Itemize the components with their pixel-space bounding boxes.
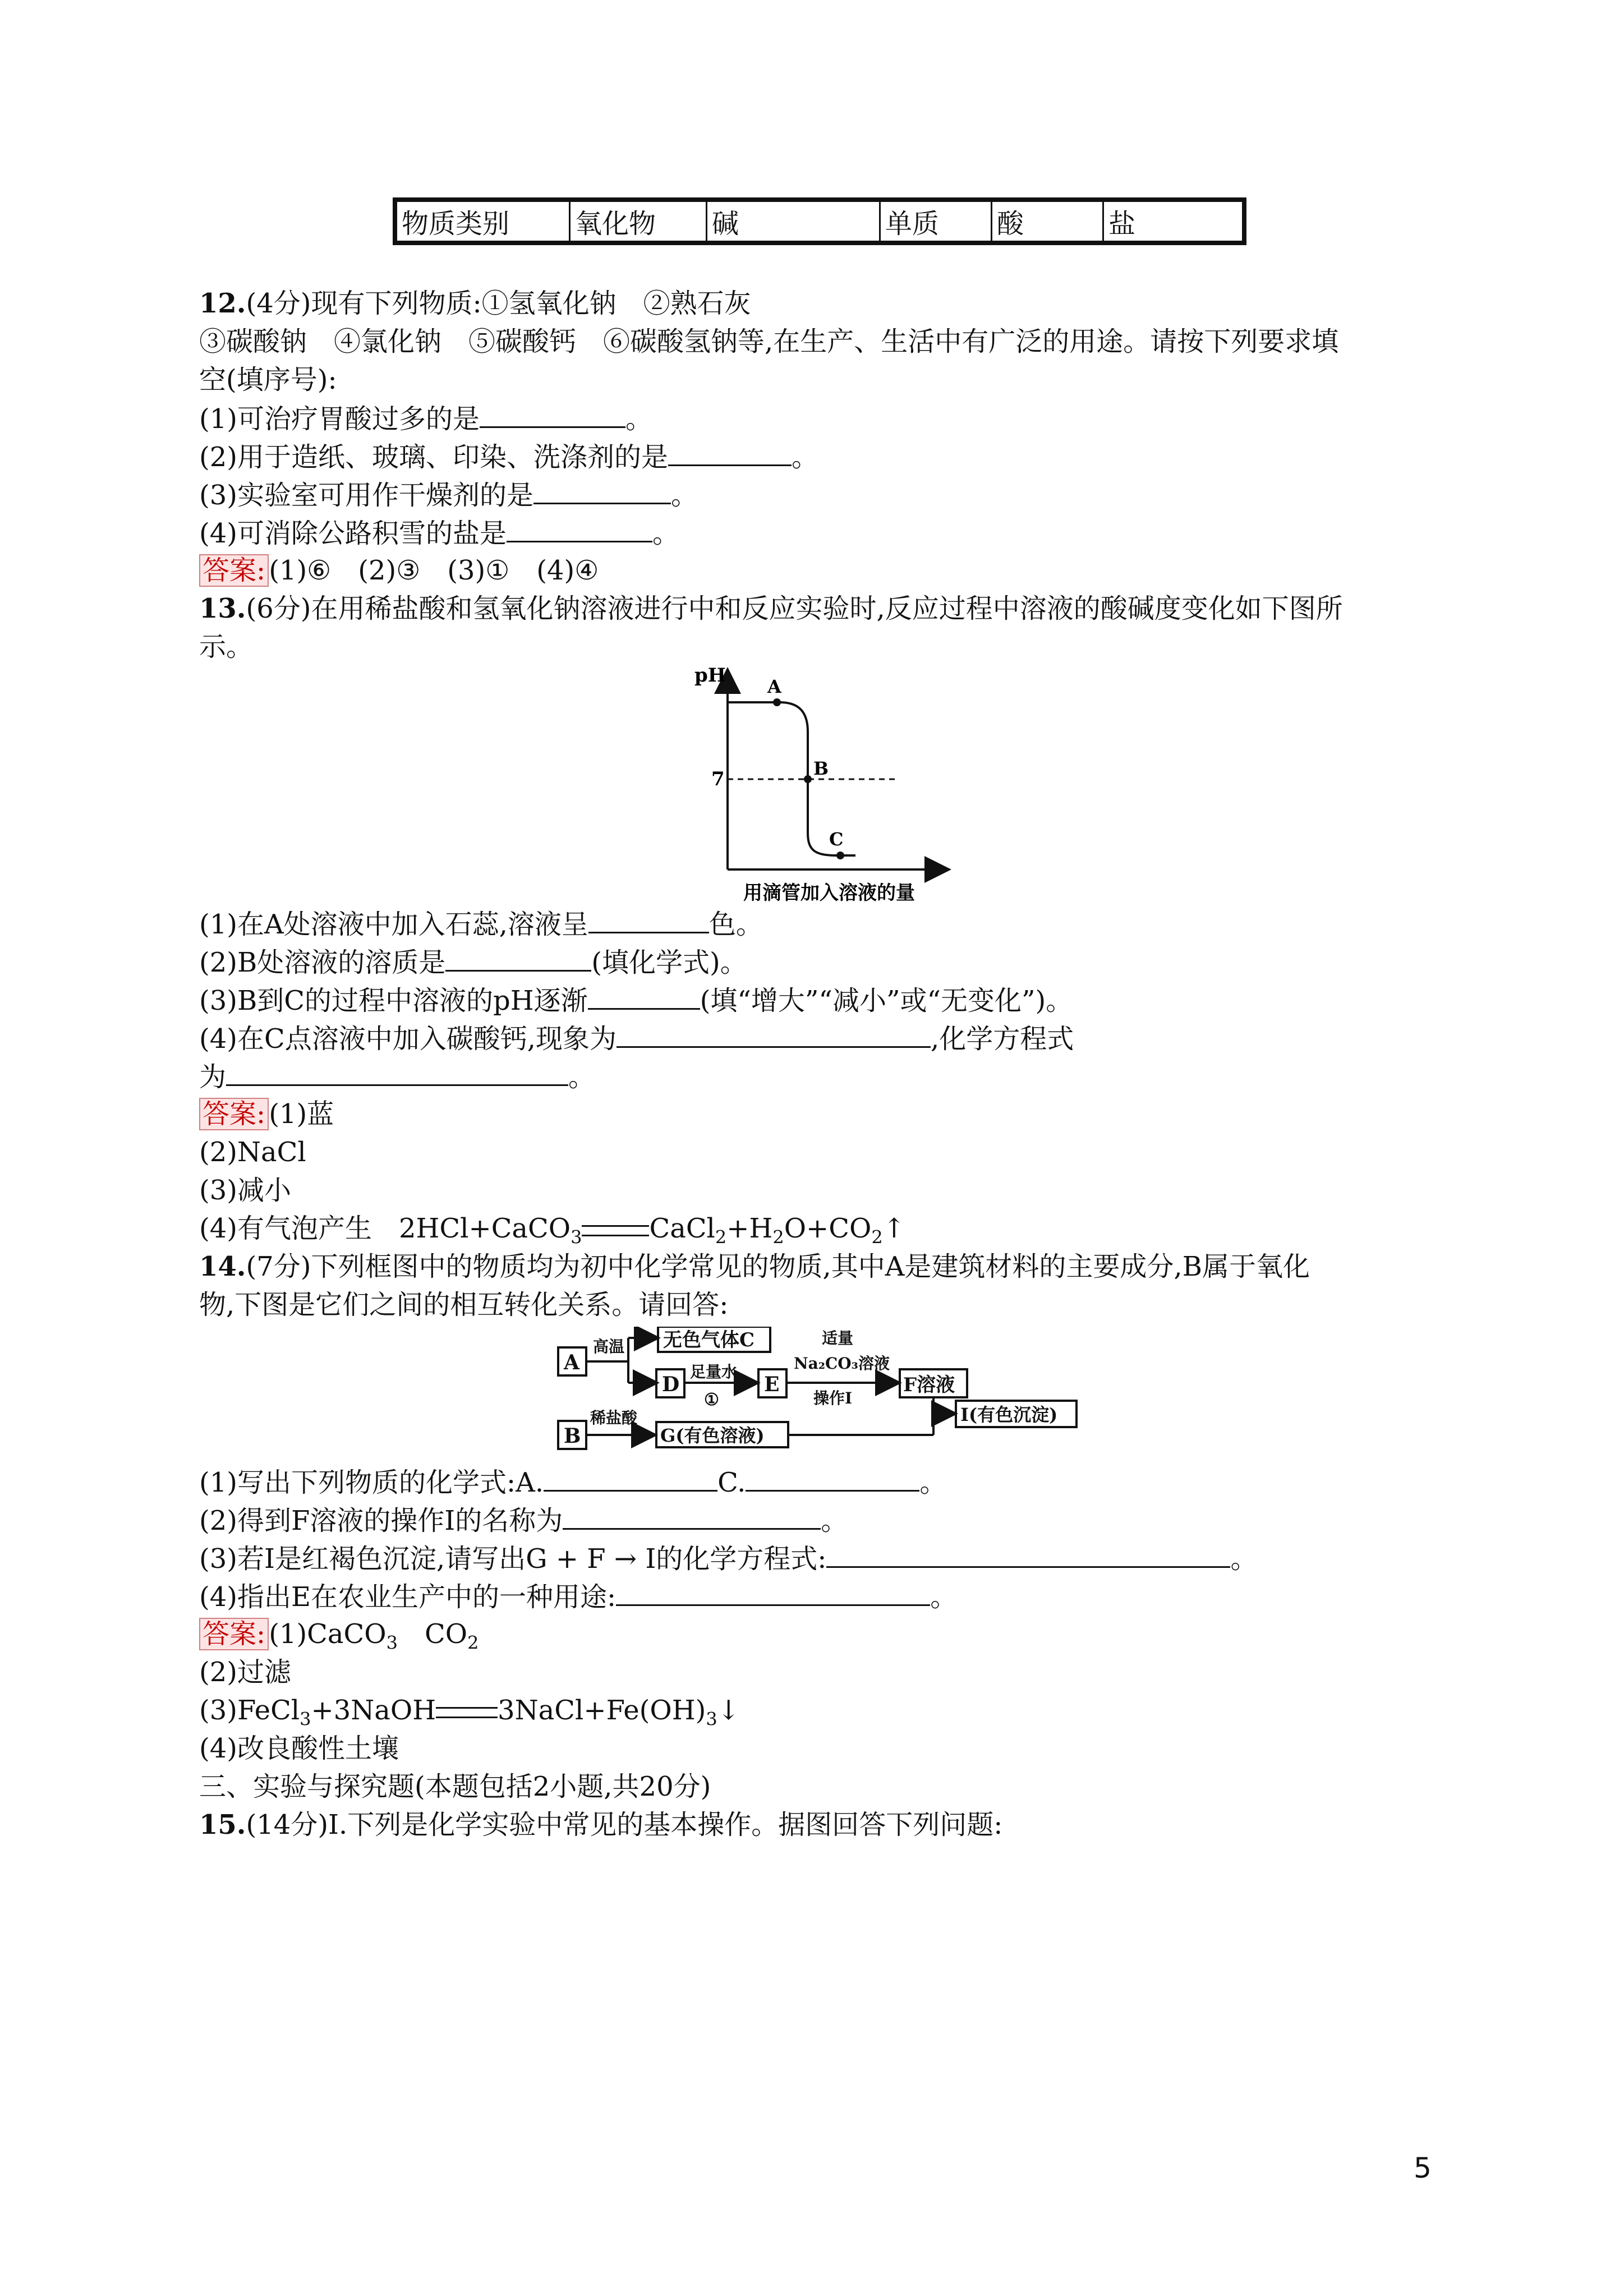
answer-blank[interactable] (226, 1059, 568, 1086)
q15-number: 15. (199, 1809, 246, 1841)
point-c (836, 852, 844, 859)
eq-sub: 2 (772, 1226, 784, 1248)
q14-item4 (199, 1579, 957, 1614)
q13-item1-end: 色。 (709, 909, 763, 940)
box-i-label: I(有色沉淀) (960, 1404, 1058, 1425)
box-g-label: G(有色溶液) (660, 1425, 765, 1446)
q12-item4-text: (4)可消除公路积雪的盐是 (199, 518, 507, 549)
gas-arrow-icon: ↑ (882, 1213, 905, 1244)
q14-answer1 (199, 1617, 479, 1660)
q14-item3 (199, 1540, 1257, 1576)
q14-item2-end: 。 (821, 1505, 848, 1536)
q12-item1-end: 。 (625, 403, 653, 435)
table-cell: 碱 (707, 200, 880, 243)
precipitate-arrow-icon: ↓ (717, 1695, 740, 1726)
point-b-label: B (813, 758, 829, 779)
answer-blank[interactable] (480, 401, 625, 428)
answer-blank[interactable] (588, 982, 700, 1010)
equals-sign (582, 1225, 649, 1236)
q14-item4-end: 。 (930, 1581, 958, 1613)
point-a-label: A (767, 676, 781, 697)
answer-blank[interactable] (668, 439, 792, 466)
box-d-label: D (662, 1373, 680, 1396)
answer-blank[interactable] (507, 515, 652, 542)
eq-sub: 3 (300, 1708, 311, 1730)
q13-number: 13. (199, 593, 246, 624)
q12-item3 (199, 477, 698, 513)
q12-item1-text: (1)可治疗胃酸过多的是 (199, 403, 480, 435)
x-axis-label: 用滴管加入溶液的量 (743, 882, 915, 904)
q12-item3-text: (3)实验室可用作干燥剂的是 (199, 480, 533, 511)
table-row (395, 200, 1244, 243)
q13-item3-text: (3)B到C的过程中溶液的pH逐渐 (199, 985, 588, 1016)
eq-part: +3NaOH (311, 1695, 436, 1726)
q14-answer3 (199, 1693, 740, 1737)
q13-stem: (6分)在用稀盐酸和氢氧化钠溶液进行中和反应实验时,反应过程中溶液的酸碱度变化如下图所 (246, 593, 1343, 624)
q14-stem-line1 (199, 1249, 1310, 1284)
q12-item2-text: (2)用于造纸、玻璃、印染、洗涤剂的是 (199, 441, 668, 473)
q12-item2 (199, 439, 818, 475)
dilute-hcl-label: 稀盐酸 (590, 1409, 638, 1427)
q13-answer1: (1)蓝 (269, 1098, 334, 1130)
q13-answer2: (2)NaCl (199, 1137, 306, 1168)
formula-sub: 2 (467, 1632, 479, 1654)
q13-item3 (199, 982, 1073, 1018)
eq-part: 3NaCl+Fe(OH) (498, 1695, 706, 1726)
q14-stem: (7分)下列框图中的物质均为初中化学常见的物质,其中A是建筑材料的主要成分,B属于氧化 (246, 1251, 1310, 1282)
eq-part: O+CO (784, 1213, 872, 1244)
q13-item4-for: 为 (199, 1061, 227, 1093)
eq-part: CaCl (649, 1213, 715, 1244)
table-cell: 氧化物 (570, 200, 707, 243)
operation-label: 操作Ⅰ (813, 1389, 853, 1407)
formula-sub: 3 (386, 1632, 398, 1654)
answer-blank[interactable] (445, 944, 591, 972)
q13-stem-line2: 示。 (199, 631, 254, 662)
substance-class-table (393, 197, 1246, 245)
q12-answer (199, 553, 599, 588)
q13-item4-end2: 。 (568, 1061, 596, 1093)
table-cell: 单质 (880, 200, 992, 243)
high-temp-label: 高温 (593, 1337, 625, 1356)
conversion-diagram (555, 1327, 1083, 1456)
q13-item4 (199, 1020, 1074, 1056)
water-label: 足量水 (690, 1363, 738, 1381)
point-a (773, 698, 781, 706)
q13-item2 (199, 944, 747, 980)
q14-item3-end: 。 (1230, 1543, 1258, 1575)
amount-label: 适量 (822, 1329, 854, 1347)
answer-blank[interactable] (746, 1464, 919, 1492)
q12-stem-line1 (199, 286, 751, 321)
q12-item1 (199, 401, 652, 436)
q14-item4-text: (4)指出E在农业生产中的一种用途: (199, 1581, 617, 1613)
q12-number: 12. (199, 288, 246, 319)
box-a-label: A (564, 1351, 579, 1374)
q14-item1 (199, 1464, 946, 1500)
step1-label: ① (704, 1390, 719, 1410)
box-e-label: E (764, 1373, 780, 1396)
q15-stem (199, 1807, 1002, 1842)
answer-label: 答案: (199, 1098, 269, 1130)
q13-item1 (199, 906, 763, 942)
q14-item1-text: (1)写出下列物质的化学式:A. (199, 1467, 544, 1498)
q14-item3-text: (3)若I是红褐色沉淀,请写出G + F → I的化学方程式: (199, 1543, 827, 1575)
answer-blank[interactable] (533, 477, 671, 504)
answer-blank[interactable] (544, 1464, 717, 1492)
table-cell: 盐 (1103, 200, 1245, 243)
q13-item2-end: (填化学式)。 (591, 947, 747, 978)
box-c-label: 无色气体C (663, 1329, 755, 1351)
box-f-label: F溶液 (903, 1374, 955, 1396)
q12-stem: (4分)现有下列物质:①氢氧化钠 ②熟石灰 (246, 288, 751, 319)
eq-sub: 3 (706, 1708, 717, 1730)
answer-blank[interactable] (563, 1502, 821, 1530)
q13-item4-text: (4)在C点溶液中加入碳酸钙,现象为 (199, 1023, 617, 1055)
q14-answer4: (4)改良酸性土壤 (199, 1733, 399, 1764)
q14-answer2: (2)过滤 (199, 1657, 291, 1688)
eq-sub: 3 (571, 1226, 582, 1248)
q12-stem-line2: ③碳酸钠 ④氯化钠 ⑤碳酸钙 ⑥碳酸氢钠等,在生产、生活中有广泛的用途。请按下列要求填 (199, 326, 1339, 357)
q13-item2-text: (2)B处溶液的溶质是 (199, 947, 446, 978)
q14-item2-text: (2)得到F溶液的操作Ⅰ的名称为 (199, 1505, 563, 1536)
y-tick-7: 7 (711, 768, 725, 790)
page-number: 5 (1414, 2152, 1432, 2184)
answer-label: 答案: (199, 554, 269, 587)
eq-part: (3)FeCl (199, 1695, 300, 1726)
q13-item4-end: ,化学方程式 (930, 1023, 1074, 1055)
table-cell: 酸 (992, 200, 1103, 243)
box-b-label: B (564, 1424, 581, 1448)
q14-stem-line2: 物,下图是它们之间的相互转化关系。请回答: (199, 1289, 729, 1320)
q13-item3-end: (填“增大”“减小”或“无变化”)。 (700, 985, 1073, 1016)
q14-item1-c: C. (717, 1467, 746, 1498)
q12-item4-end: 。 (652, 518, 680, 549)
q13-answer-line1 (199, 1097, 334, 1131)
q12-item2-end: 。 (792, 441, 819, 473)
ph-graph (690, 665, 959, 912)
q12-answer-text: (1)⑥ (2)③ (3)① (4)④ (269, 555, 599, 586)
formula-part: (1)CaCO (269, 1618, 387, 1650)
y-axis-label: pH (694, 665, 726, 687)
na2co3-label: Na₂CO₃溶液 (794, 1354, 890, 1373)
q14-number: 14. (199, 1251, 246, 1282)
answer-blank[interactable] (617, 1020, 931, 1048)
formula-part: CO (397, 1618, 468, 1650)
q12-stem-line3: 空(填序号): (199, 364, 337, 395)
point-c-label: C (829, 829, 844, 850)
answer-blank[interactable] (826, 1540, 1230, 1568)
eq-part: (4)有气泡产生 2HCl+CaCO (199, 1213, 571, 1244)
table-cell: 物质类别 (395, 200, 570, 243)
answer-label: 答案: (199, 1618, 269, 1650)
point-b (804, 775, 812, 783)
q12-item4 (199, 515, 679, 551)
q13-answer4 (199, 1211, 905, 1255)
equals-sign (436, 1707, 498, 1718)
q13-item4-line2 (199, 1059, 595, 1094)
q13-item1-text: (1)在A处溶液中加入石蕊,溶液呈 (199, 909, 588, 940)
q14-item1-end: 。 (919, 1467, 947, 1498)
answer-blank[interactable] (588, 906, 709, 933)
eq-sub: 2 (715, 1226, 727, 1248)
section-3-heading: 三、实验与探究题(本题包括2小题,共20分) (199, 1771, 711, 1802)
q14-item2 (199, 1502, 848, 1538)
q12-item3-end: 。 (671, 480, 698, 511)
eq-part: +H (726, 1213, 773, 1244)
eq-sub: 2 (871, 1226, 883, 1248)
answer-blank[interactable] (616, 1579, 930, 1606)
q13-answer3: (3)减小 (199, 1175, 291, 1206)
q15-stem-text: (14分)Ⅰ.下列是化学实验中常见的基本操作。据图回答下列问题: (246, 1809, 1003, 1841)
q13-stem-line1 (199, 591, 1343, 626)
